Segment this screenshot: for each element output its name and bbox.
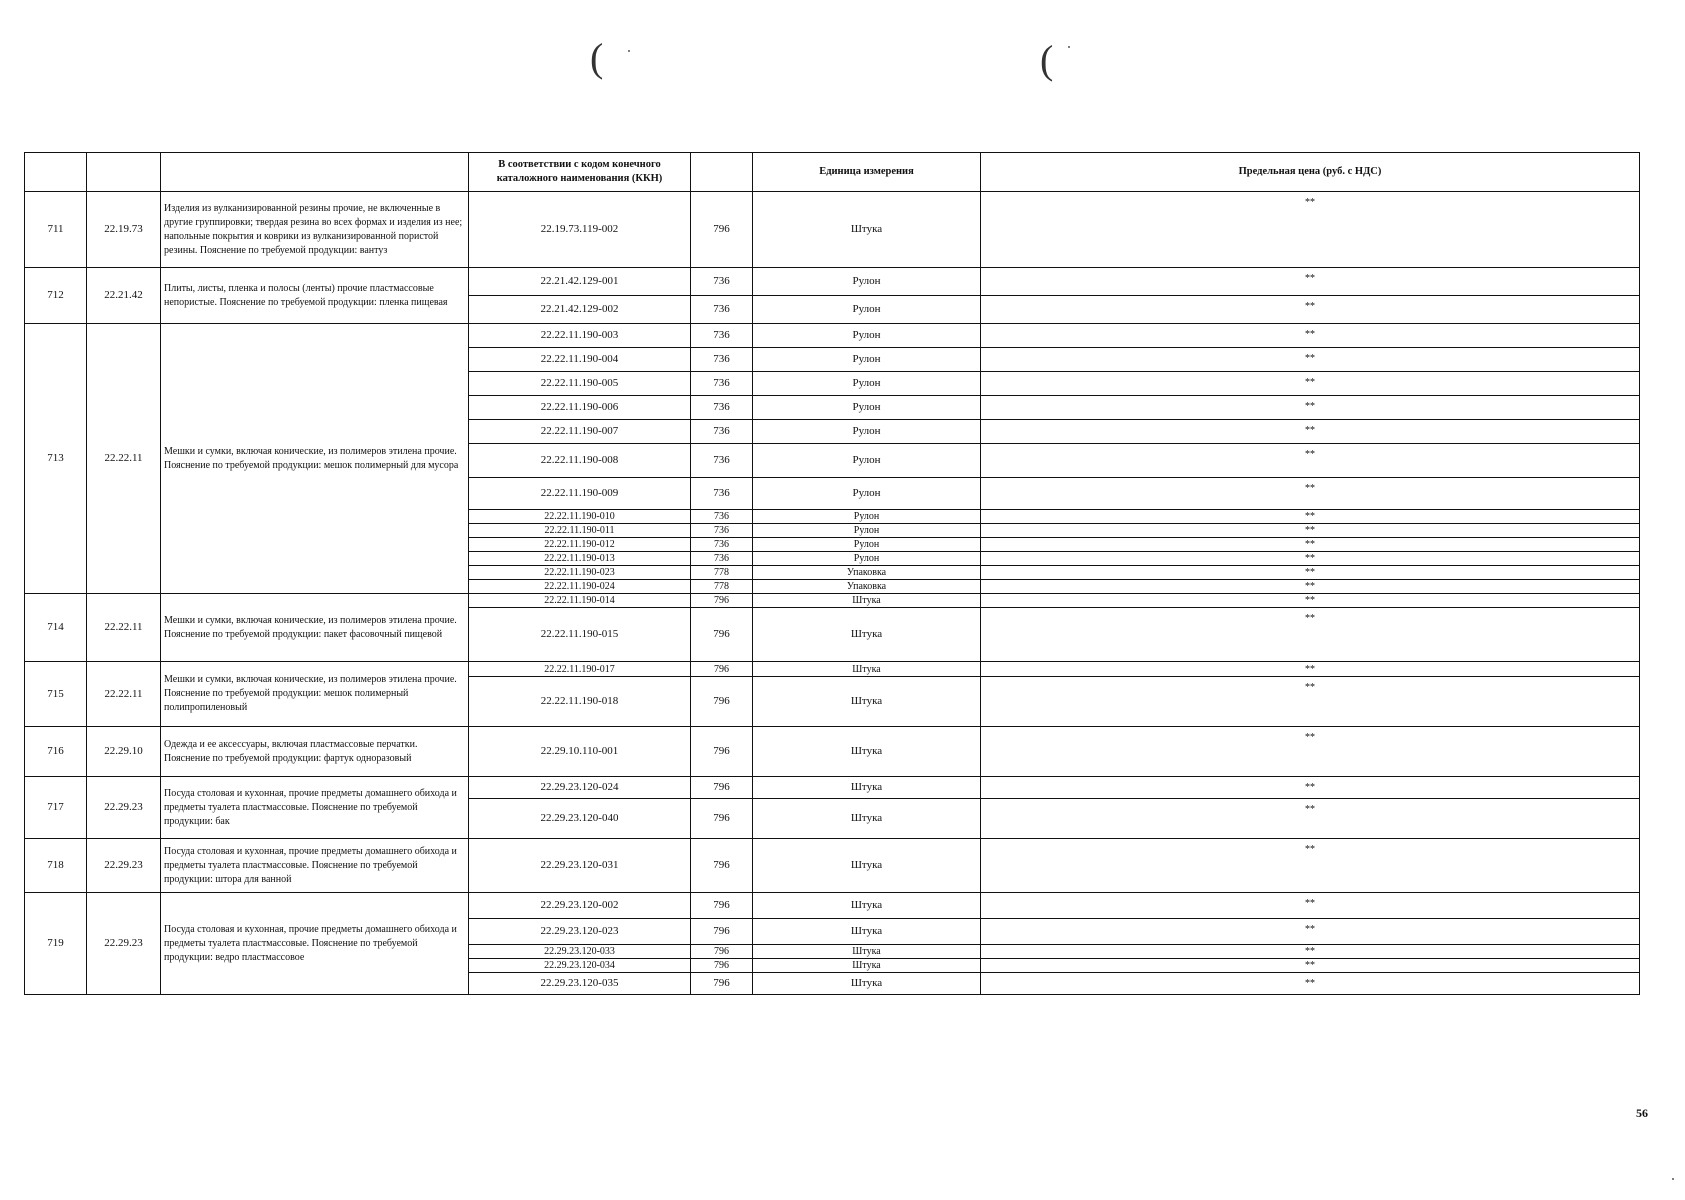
unit-code: 736 bbox=[691, 268, 753, 296]
unit-name: Штука bbox=[753, 973, 981, 995]
unit-code: 796 bbox=[691, 945, 753, 959]
kkn-code: 22.22.11.190-011 bbox=[469, 524, 691, 538]
unit-name: Упаковка bbox=[753, 580, 981, 594]
header-unit: Единица измерения bbox=[753, 153, 981, 192]
max-price: ** bbox=[981, 919, 1640, 945]
okpd-code: 22.21.42 bbox=[87, 268, 161, 324]
scan-artifact-right: ( bbox=[1040, 37, 1054, 82]
okpd-code: 22.29.23 bbox=[87, 839, 161, 893]
header-unit-code bbox=[691, 153, 753, 192]
unit-name: Рулон bbox=[753, 268, 981, 296]
unit-name: Рулон bbox=[753, 444, 981, 478]
kkn-code: 22.22.11.190-013 bbox=[469, 552, 691, 566]
unit-name: Штука bbox=[753, 727, 981, 777]
row-number: 717 bbox=[25, 777, 87, 839]
max-price: ** bbox=[981, 727, 1640, 777]
product-description: Одежда и ее аксессуары, включая пластмассовые перчатки. Пояснение по требуемой продукции: фартук одноразовый bbox=[161, 727, 469, 777]
kkn-code: 22.22.11.190-015 bbox=[469, 608, 691, 662]
okpd-code: 22.22.11 bbox=[87, 594, 161, 662]
row-number: 712 bbox=[25, 268, 87, 324]
unit-name: Рулон bbox=[753, 538, 981, 552]
kkn-code: 22.29.23.120-023 bbox=[469, 919, 691, 945]
product-description: Посуда столовая и кухонная, прочие предметы домашнего обихода и предметы туалета пластмассовые. Пояснение по требуемой продукции: бак bbox=[161, 777, 469, 839]
unit-name: Штука bbox=[753, 839, 981, 893]
max-price: ** bbox=[981, 677, 1640, 727]
kkn-code: 22.21.42.129-002 bbox=[469, 296, 691, 324]
product-description: Плиты, листы, пленка и полосы (ленты) прочие пластмассовые непористые. Пояснение по требуемой продукции: пленка пищевая bbox=[161, 268, 469, 324]
header-kkn: В соответствии с кодом конечного каталожного наименования (ККН) bbox=[469, 153, 691, 192]
kkn-code: 22.22.11.190-024 bbox=[469, 580, 691, 594]
max-price: ** bbox=[981, 296, 1640, 324]
okpd-code: 22.22.11 bbox=[87, 324, 161, 594]
unit-code: 796 bbox=[691, 959, 753, 973]
kkn-code: 22.22.11.190-005 bbox=[469, 372, 691, 396]
unit-code: 796 bbox=[691, 608, 753, 662]
product-description: Мешки и сумки, включая конические, из полимеров этилена прочие. Пояснение по требуемой продукции: мешок полимерный для мусора bbox=[161, 324, 469, 594]
scan-dot bbox=[1672, 1178, 1674, 1180]
max-price: ** bbox=[981, 893, 1640, 919]
unit-name: Рулон bbox=[753, 372, 981, 396]
max-price: ** bbox=[981, 478, 1640, 510]
table-row bbox=[25, 662, 1640, 677]
unit-name: Штука bbox=[753, 608, 981, 662]
page-number: 56 bbox=[1636, 1106, 1648, 1120]
unit-code: 796 bbox=[691, 662, 753, 677]
product-description: Мешки и сумки, включая конические, из полимеров этилена прочие. Пояснение по требуемой продукции: мешок полимерный полипропиленовый bbox=[161, 662, 469, 727]
unit-name: Штука bbox=[753, 799, 981, 839]
scan-dot bbox=[628, 50, 630, 52]
max-price: ** bbox=[981, 552, 1640, 566]
product-description: Посуда столовая и кухонная, прочие предметы домашнего обихода и предметы туалета пластмассовые. Пояснение по требуемой продукции: штора для ванной bbox=[161, 839, 469, 893]
unit-name: Штука bbox=[753, 919, 981, 945]
unit-name: Штука bbox=[753, 662, 981, 677]
unit-name: Штука bbox=[753, 959, 981, 973]
header-description bbox=[161, 153, 469, 192]
header-code bbox=[87, 153, 161, 192]
max-price: ** bbox=[981, 396, 1640, 420]
unit-code: 736 bbox=[691, 510, 753, 524]
unit-code: 796 bbox=[691, 727, 753, 777]
kkn-code: 22.22.11.190-014 bbox=[469, 594, 691, 608]
unit-code: 736 bbox=[691, 348, 753, 372]
table-row bbox=[25, 594, 1640, 608]
unit-name: Рулон bbox=[753, 396, 981, 420]
max-price: ** bbox=[981, 973, 1640, 995]
kkn-code: 22.22.11.190-023 bbox=[469, 566, 691, 580]
row-number: 716 bbox=[25, 727, 87, 777]
unit-code: 796 bbox=[691, 799, 753, 839]
unit-name: Рулон bbox=[753, 420, 981, 444]
max-price: ** bbox=[981, 192, 1640, 268]
kkn-code: 22.22.11.190-007 bbox=[469, 420, 691, 444]
unit-code: 796 bbox=[691, 777, 753, 799]
unit-name: Штука bbox=[753, 893, 981, 919]
price-table bbox=[24, 152, 1640, 995]
kkn-code: 22.22.11.190-004 bbox=[469, 348, 691, 372]
unit-name: Рулон bbox=[753, 324, 981, 348]
header-number bbox=[25, 153, 87, 192]
row-number: 714 bbox=[25, 594, 87, 662]
kkn-code: 22.22.11.190-003 bbox=[469, 324, 691, 348]
kkn-code: 22.29.23.120-040 bbox=[469, 799, 691, 839]
kkn-code: 22.29.23.120-031 bbox=[469, 839, 691, 893]
max-price: ** bbox=[981, 324, 1640, 348]
max-price: ** bbox=[981, 420, 1640, 444]
kkn-code: 22.22.11.190-008 bbox=[469, 444, 691, 478]
unit-code: 736 bbox=[691, 372, 753, 396]
max-price: ** bbox=[981, 594, 1640, 608]
max-price: ** bbox=[981, 566, 1640, 580]
row-number: 719 bbox=[25, 893, 87, 995]
unit-code: 736 bbox=[691, 552, 753, 566]
max-price: ** bbox=[981, 510, 1640, 524]
max-price: ** bbox=[981, 268, 1640, 296]
unit-code: 736 bbox=[691, 296, 753, 324]
unit-code: 796 bbox=[691, 919, 753, 945]
kkn-code: 22.22.11.190-010 bbox=[469, 510, 691, 524]
okpd-code: 22.29.23 bbox=[87, 893, 161, 995]
scan-artifact-left: ( bbox=[590, 35, 604, 80]
unit-code: 736 bbox=[691, 524, 753, 538]
max-price: ** bbox=[981, 348, 1640, 372]
row-number: 715 bbox=[25, 662, 87, 727]
kkn-code: 22.29.23.120-034 bbox=[469, 959, 691, 973]
table-row bbox=[25, 727, 1640, 777]
unit-name: Штука bbox=[753, 777, 981, 799]
max-price: ** bbox=[981, 839, 1640, 893]
table-row bbox=[25, 839, 1640, 893]
table-row bbox=[25, 268, 1640, 296]
max-price: ** bbox=[981, 662, 1640, 677]
okpd-code: 22.19.73 bbox=[87, 192, 161, 268]
max-price: ** bbox=[981, 372, 1640, 396]
max-price: ** bbox=[981, 524, 1640, 538]
unit-code: 778 bbox=[691, 580, 753, 594]
unit-code: 796 bbox=[691, 893, 753, 919]
kkn-code: 22.29.23.120-002 bbox=[469, 893, 691, 919]
table-row bbox=[25, 893, 1640, 919]
max-price: ** bbox=[981, 777, 1640, 799]
max-price: ** bbox=[981, 444, 1640, 478]
unit-name: Рулон bbox=[753, 510, 981, 524]
unit-name: Штука bbox=[753, 677, 981, 727]
max-price: ** bbox=[981, 959, 1640, 973]
unit-name: Упаковка bbox=[753, 566, 981, 580]
header-price: Предельная цена (руб. с НДС) bbox=[981, 153, 1640, 192]
kkn-code: 22.29.23.120-024 bbox=[469, 777, 691, 799]
unit-code: 736 bbox=[691, 420, 753, 444]
okpd-code: 22.29.10 bbox=[87, 727, 161, 777]
unit-code: 736 bbox=[691, 396, 753, 420]
product-description: Изделия из вулканизированной резины прочие, не включенные в другие группировки; твердая резина во всех формах и изделия из нее; напольные покрытия и коврики из вулканизированной пористой резины. Пояснение по требуемой продукции: вантуз bbox=[161, 192, 469, 268]
kkn-code: 22.22.11.190-018 bbox=[469, 677, 691, 727]
kkn-code: 22.22.11.190-006 bbox=[469, 396, 691, 420]
unit-code: 778 bbox=[691, 566, 753, 580]
unit-name: Штука bbox=[753, 594, 981, 608]
kkn-code: 22.19.73.119-002 bbox=[469, 192, 691, 268]
row-number: 718 bbox=[25, 839, 87, 893]
unit-code: 736 bbox=[691, 538, 753, 552]
okpd-code: 22.22.11 bbox=[87, 662, 161, 727]
unit-name: Рулон bbox=[753, 348, 981, 372]
kkn-code: 22.22.11.190-012 bbox=[469, 538, 691, 552]
table-body bbox=[25, 192, 1640, 995]
max-price: ** bbox=[981, 580, 1640, 594]
product-description: Мешки и сумки, включая конические, из полимеров этилена прочие. Пояснение по требуемой продукции: пакет фасовочный пищевой bbox=[161, 594, 469, 662]
unit-name: Рулон bbox=[753, 524, 981, 538]
max-price: ** bbox=[981, 799, 1640, 839]
unit-code: 796 bbox=[691, 677, 753, 727]
okpd-code: 22.29.23 bbox=[87, 777, 161, 839]
scan-dot bbox=[1068, 46, 1070, 48]
unit-name: Штука bbox=[753, 945, 981, 959]
unit-code: 736 bbox=[691, 444, 753, 478]
kkn-code: 22.22.11.190-017 bbox=[469, 662, 691, 677]
kkn-code: 22.29.23.120-033 bbox=[469, 945, 691, 959]
table-row bbox=[25, 192, 1640, 268]
unit-code: 736 bbox=[691, 478, 753, 510]
kkn-code: 22.22.11.190-009 bbox=[469, 478, 691, 510]
row-number: 711 bbox=[25, 192, 87, 268]
table-row bbox=[25, 324, 1640, 348]
unit-name: Рулон bbox=[753, 478, 981, 510]
row-number: 713 bbox=[25, 324, 87, 594]
product-description: Посуда столовая и кухонная, прочие предметы домашнего обихода и предметы туалета пластмассовые. Пояснение по требуемой продукции: ведро пластмассовое bbox=[161, 893, 469, 995]
kkn-code: 22.29.10.110-001 bbox=[469, 727, 691, 777]
unit-code: 796 bbox=[691, 973, 753, 995]
unit-name: Штука bbox=[753, 192, 981, 268]
unit-code: 736 bbox=[691, 324, 753, 348]
max-price: ** bbox=[981, 538, 1640, 552]
unit-name: Рулон bbox=[753, 296, 981, 324]
table-row bbox=[25, 777, 1640, 799]
unit-name: Рулон bbox=[753, 552, 981, 566]
max-price: ** bbox=[981, 608, 1640, 662]
max-price: ** bbox=[981, 945, 1640, 959]
unit-code: 796 bbox=[691, 192, 753, 268]
kkn-code: 22.21.42.129-001 bbox=[469, 268, 691, 296]
kkn-code: 22.29.23.120-035 bbox=[469, 973, 691, 995]
table-header-row bbox=[25, 153, 1640, 192]
unit-code: 796 bbox=[691, 839, 753, 893]
unit-code: 796 bbox=[691, 594, 753, 608]
